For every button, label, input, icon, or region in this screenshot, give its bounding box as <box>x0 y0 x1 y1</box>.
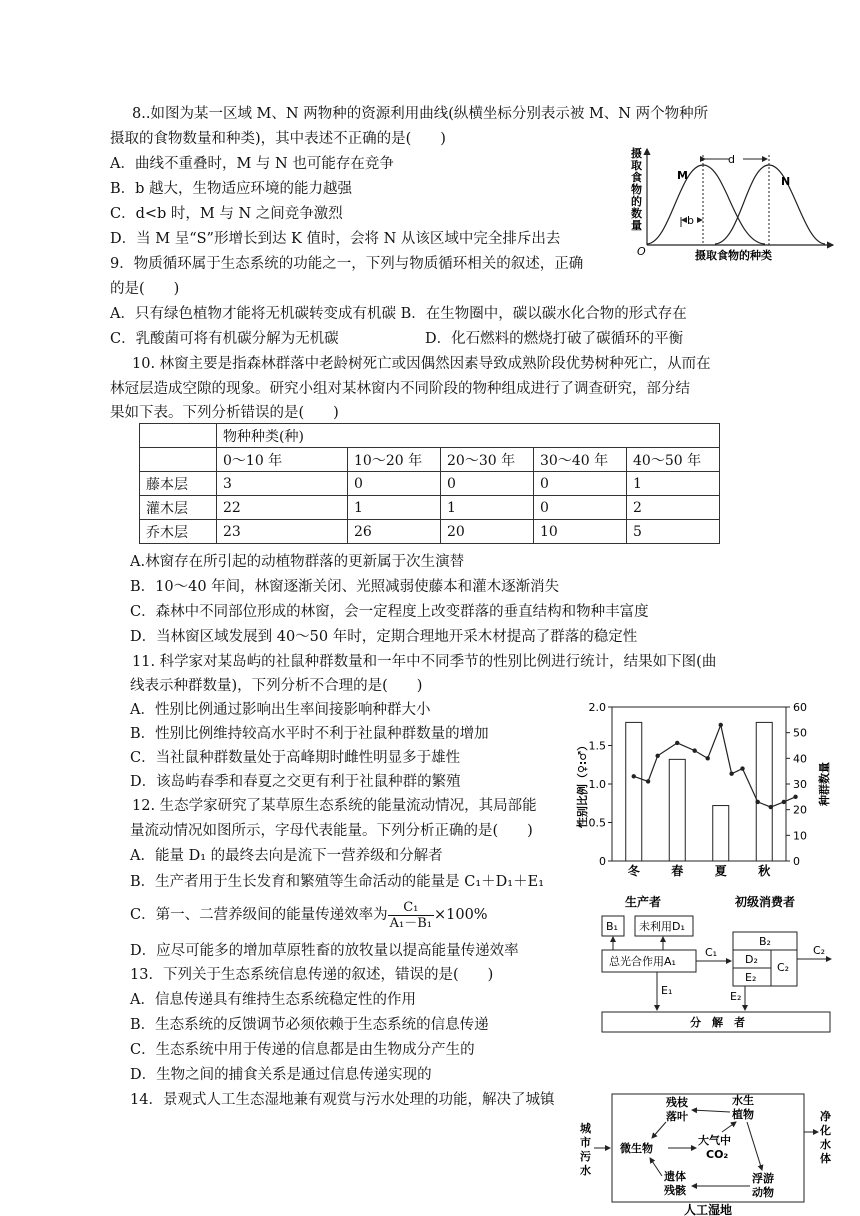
n-label: N <box>781 175 791 188</box>
table-cell: 5 <box>627 520 720 544</box>
x-axis-label: 摄取食物的种类 <box>695 249 772 262</box>
table-corner <box>140 448 217 472</box>
origin-label: O <box>637 245 646 258</box>
table-row <box>140 520 720 544</box>
bar-sex-ratio <box>626 722 642 861</box>
q10-option-a: A.林窗存在所引起的动植物群落的更新属于次生演替 <box>130 554 465 570</box>
y2-tick-label: 0 <box>793 855 800 868</box>
population-point <box>632 774 636 778</box>
y-axis-label: 性别比例（♀:♂） <box>576 739 589 829</box>
q12-option-b: B．生产者用于生长发育和繁殖等生命活动的能量是 C₁＋D₁＋E₁ <box>130 874 545 890</box>
q13-stem: 13．下列关于生态系统信息传递的叙述，错误的是( ) <box>130 967 494 983</box>
bar-sex-ratio <box>669 759 685 861</box>
population-point <box>646 779 650 783</box>
y2-axis-label: 种群数量 <box>818 762 831 806</box>
q9-option-c: C．乳酸菌可将有机碳分解为无机碳 <box>110 331 339 347</box>
q8-stem-line2: 摄取的食物数量和种类)，其中表述不正确的是( ) <box>110 131 446 147</box>
table-cell: 23 <box>217 520 348 544</box>
remains-label: 遗体 <box>664 1170 686 1183</box>
y-tick-label: 2.0 <box>588 701 606 714</box>
q12-option-d: D．应尽可能多的增加草原牲畜的放牧量以提高能量传递效率 <box>130 943 519 959</box>
b-label: b <box>687 214 694 227</box>
table-cell: 0 <box>348 472 441 496</box>
c2-box: C₂ <box>777 961 790 974</box>
bar-sex-ratio <box>713 806 729 861</box>
col-header: 0～10 年 <box>217 448 348 472</box>
y-axis-label <box>631 146 643 232</box>
aquatic-plant-label: 水生 <box>732 1094 754 1107</box>
zooplankton-label: 浮游 <box>752 1172 774 1185</box>
population-point <box>655 754 659 758</box>
y2-tick-label: 10 <box>793 829 807 843</box>
b1-box: B₁ <box>606 920 618 933</box>
table-cell: 20 <box>441 520 534 544</box>
y2-tick-label: 20 <box>793 803 807 817</box>
x-tick-label: 秋 <box>758 864 771 878</box>
table-row <box>140 472 720 496</box>
q13-option-b: B．生态系统的反馈调节必须依赖于生态系统的信息传递 <box>130 1017 489 1033</box>
svg-text:污: 污 <box>580 1150 591 1163</box>
y-axis-label-char: 取 <box>631 159 642 172</box>
zooplankton-label-2: 动物 <box>752 1186 774 1199</box>
atmosphere-co2-label-2: CO₂ <box>706 1148 729 1161</box>
table-cell: 3 <box>217 472 348 496</box>
q10-stem-line2: 林冠层造成空隙的现象。研究小组对某林窗内不同阶段的物种组成进行了调查研究，部分结 <box>110 381 690 397</box>
microbe-label: 微生物 <box>620 1142 653 1155</box>
population-point <box>782 800 786 804</box>
population-point <box>793 795 797 799</box>
q11-stem-line2: 线表示种群数量)，下列分析不合理的是( ) <box>130 678 423 694</box>
b2-box: B₂ <box>759 935 771 948</box>
x-tick-label: 春 <box>671 864 684 878</box>
table-row <box>140 496 720 520</box>
curve-m <box>647 165 765 244</box>
q10-option-b: B．10～40 年间，林窗逐渐关闭、光照减弱使藤本和灌木逐渐消失 <box>130 579 560 595</box>
producer-label: 生产者 <box>625 895 662 909</box>
q9-option-d: D．化石燃料的燃烧打破了碳循环的平衡 <box>425 331 684 347</box>
svg-text:市: 市 <box>580 1136 591 1149</box>
total-photosynthesis-box: 总光合作用A₁ <box>609 955 676 968</box>
y2-tick-label: 40 <box>793 752 807 766</box>
wetland-caption: 人工湿地 <box>684 1203 733 1216</box>
e1-label: E₁ <box>661 984 673 997</box>
e2-box: E₂ <box>745 971 757 984</box>
q11-option-a: A．性别比例通过影响出生率间接影响种群大小 <box>130 702 431 718</box>
table-cell: 2 <box>627 496 720 520</box>
rodent-population-chart <box>572 695 840 880</box>
remains-label-2: 残骸 <box>664 1184 686 1197</box>
d-label: d <box>728 153 735 166</box>
y-axis-label-char: 数 <box>631 207 642 220</box>
population-point <box>740 766 744 770</box>
table-cell: 0 <box>534 472 627 496</box>
q13-option-a: A．信息传递具有维持生态系统稳定性的作用 <box>130 992 416 1008</box>
q11-stem-line1: 11. 科学家对某岛屿的社鼠种群数量和一年中不同季节的性别比例进行统计，结果如下图(曲 <box>132 654 717 670</box>
population-point <box>719 723 723 727</box>
table-cell: 22 <box>217 496 348 520</box>
q9-stem-line2: 的是( ) <box>110 281 180 297</box>
row-label: 灌木层 <box>140 496 217 520</box>
wetland-diagram <box>572 1086 840 1216</box>
q11-option-b: B．性别比例维持较高水平时不利于社鼠种群数量的增加 <box>130 726 489 742</box>
litter-label-2: 落叶 <box>666 1110 688 1123</box>
population-point <box>769 805 773 809</box>
population-point <box>756 800 760 804</box>
fraction-numerator: C₁ <box>388 900 434 916</box>
c2-label: C₂ <box>813 944 826 957</box>
y2-tick-label: 60 <box>793 701 807 714</box>
q10-option-d: D．当林窗区域发展到 40～50 年时，定期合理地开采木材提高了群落的稳定性 <box>130 629 638 645</box>
svg-text:城: 城 <box>580 1122 591 1135</box>
aquatic-plant-label-2: 植物 <box>732 1108 754 1121</box>
y-tick-label: 1.5 <box>588 739 606 753</box>
energy-flow-diagram <box>595 892 850 1037</box>
forest-gap-table <box>139 423 720 544</box>
y-axis-label-char: 物 <box>631 183 642 196</box>
table-cell: 0 <box>534 496 627 520</box>
fraction-denominator: A₁－B₁ <box>389 915 432 931</box>
q10-option-c: C．森林中不同部位形成的林窗，会一定程度上改变群落的垂直结构和物种丰富度 <box>130 604 649 620</box>
svg-text:水: 水 <box>820 1138 831 1151</box>
table-cell: 1 <box>348 496 441 520</box>
bar-sex-ratio <box>756 722 772 861</box>
y-axis-label-char: 的 <box>631 195 642 208</box>
row-label: 乔木层 <box>140 520 217 544</box>
y-tick-label: 1.0 <box>588 778 606 791</box>
q8-option-a: A．曲线不重叠时，M 与 N 也可能存在竞争 <box>110 156 394 172</box>
consumer-label: 初级消费者 <box>735 895 796 909</box>
x-tick-label: 冬 <box>627 864 640 878</box>
unused-d1-box: 未利用D₁ <box>639 920 685 933</box>
col-header: 40～50 年 <box>627 448 720 472</box>
svg-text:化: 化 <box>820 1124 831 1137</box>
q12-stem-line2: 量流动情况如图所示，字母代表能量。下列分析正确的是( ) <box>130 823 533 839</box>
table-cell: 1 <box>627 472 720 496</box>
litter-label: 残枝 <box>666 1096 688 1109</box>
table-cell: 26 <box>348 520 441 544</box>
city-sewage-label <box>580 1122 592 1177</box>
q12-option-c <box>130 898 488 932</box>
y-axis-label-char: 食 <box>631 171 642 184</box>
q8-option-b: B．b 越大，生物适应环境的能力越强 <box>110 181 353 197</box>
q13-option-c: C．生态系统中用于传递的信息都是由生物成分产生的 <box>130 1042 475 1058</box>
table-corner <box>140 424 217 448</box>
population-point <box>675 741 679 745</box>
y-tick-label: 0 <box>599 855 606 868</box>
m-label: M <box>677 169 688 182</box>
q14-stem: 14．景观式人工生态湿地兼有观赏与污水处理的功能，解决了城镇 <box>130 1092 555 1108</box>
y-axis-label-char: 量 <box>631 219 642 232</box>
e2-label: E₂ <box>730 990 742 1003</box>
decomposer-box: 分 解 者 <box>690 1016 745 1029</box>
table-cell: 10 <box>534 520 627 544</box>
efficiency-fraction <box>388 900 434 931</box>
y2-tick-label: 30 <box>793 778 807 791</box>
population-point <box>692 748 696 752</box>
q12-option-c-suffix: ×100% <box>433 907 488 923</box>
table-cell: 0 <box>441 472 534 496</box>
table-header: 物种种类(种) <box>217 424 720 448</box>
population-point <box>729 772 733 776</box>
col-header: 30～40 年 <box>534 448 627 472</box>
q12-option-a: A．能量 D₁ 的最终去向是流下一营养级和分解者 <box>130 848 443 864</box>
col-header: 20～30 年 <box>441 448 534 472</box>
resource-curve-figure <box>625 145 840 265</box>
svg-text:水: 水 <box>580 1164 591 1177</box>
q10-stem-line3: 果如下表。下列分析错误的是( ) <box>110 405 339 421</box>
svg-text:净: 净 <box>820 1110 831 1123</box>
q9-option-ab: A．只有绿色植物才能将无机碳转变成有机碳 B．在生物圈中，碳以碳水化合物的形式存在 <box>110 306 687 322</box>
q11-option-d: D．该岛屿春季和春夏之交更有利于社鼠种群的繁殖 <box>130 774 461 790</box>
q9-stem-line1: 9．物质循环属于生态系统的功能之一，下列与物质循环相关的叙述，正确 <box>110 256 584 272</box>
q12-option-c-text: C．第一、二营养级间的能量传递效率为 <box>130 907 388 923</box>
q8-option-d: D．当 M 呈“S”形增长到达 K 值时，会将 N 从该区域中完全排斥出去 <box>110 231 561 247</box>
q8-option-c: C．d<b 时，M 与 N 之间竞争激烈 <box>110 206 343 222</box>
q10-stem-line1: 10. 林窗主要是指森林群落中老龄树死亡或因偶然因素导致成熟阶段优势树种死亡，从而在 <box>132 356 711 372</box>
svg-text:体: 体 <box>820 1152 831 1165</box>
table-cell: 1 <box>441 496 534 520</box>
q11-option-c: C．当社鼠种群数量处于高峰期时雌性明显多于雄性 <box>130 750 461 766</box>
y2-tick-label: 50 <box>793 726 807 740</box>
d2-box: D₂ <box>745 953 758 966</box>
population-point <box>706 756 710 760</box>
x-tick-label: 夏 <box>714 864 727 878</box>
q12-stem-line1: 12. 生态学家研究了某草原生态系统的能量流动情况，其局部能 <box>132 798 537 814</box>
row-label: 藤本层 <box>140 472 217 496</box>
q8-stem-line1: 8..如图为某一区域 M、N 两物种的资源利用曲线(纵横坐标分别表示被 M、N 两个物种所 <box>132 106 709 122</box>
col-header: 10～20 年 <box>348 448 441 472</box>
y-tick-label: 0.5 <box>588 816 606 830</box>
purified-water-label <box>819 1109 832 1165</box>
atmosphere-co2-label: 大气中 <box>698 1134 731 1147</box>
c1-label: C₁ <box>705 946 718 959</box>
y-axis-label-char: 摄 <box>631 147 642 160</box>
q13-option-d: D．生物之间的捕食关系是通过信息传递实现的 <box>130 1067 432 1083</box>
